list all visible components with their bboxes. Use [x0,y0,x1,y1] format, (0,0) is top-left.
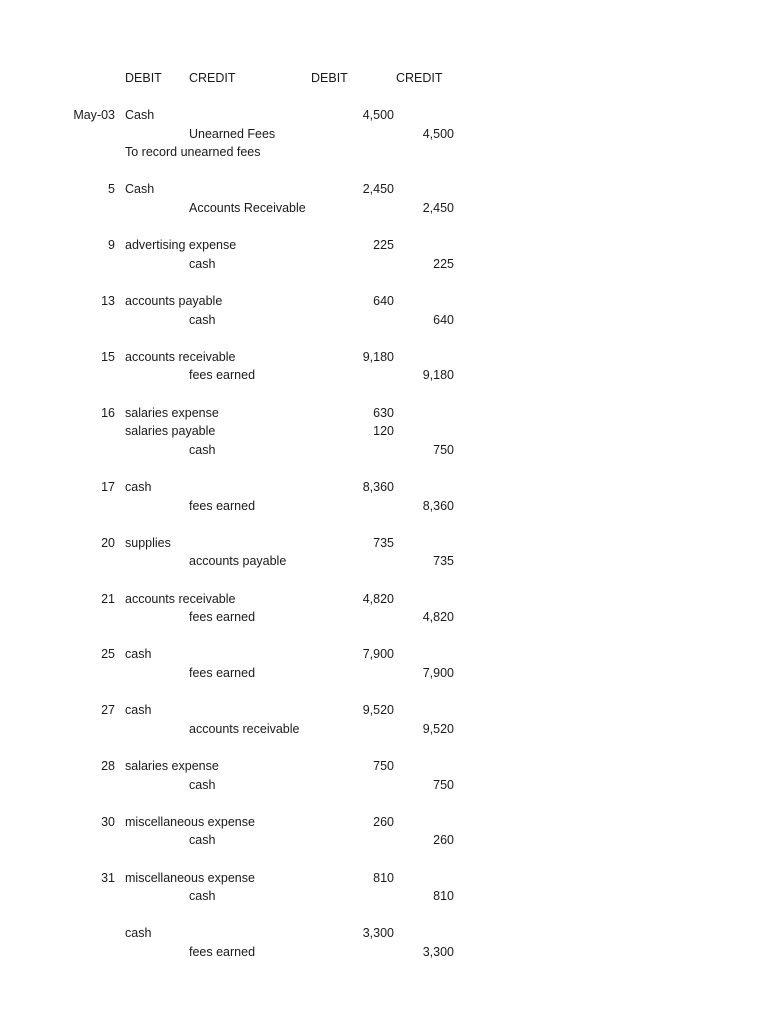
debit-amount: 7,900 [362,647,394,661]
account-name: accounts receivable [125,592,236,606]
journal-line [0,552,768,570]
credit-amount: 9,180 [422,368,454,382]
account-name: advertising expense [125,238,237,252]
debit-amount: 735 [373,536,394,550]
account-name: cash [189,778,216,792]
entry-date: 28 [101,759,115,773]
credit-amount: 7,900 [422,666,454,680]
entry-date: 9 [108,238,115,252]
account-name: cash [189,313,216,327]
header-debit-amount: DEBIT [311,71,348,85]
journal-line [0,943,768,961]
journal-line [0,831,768,849]
account-name: To record unearned fees [125,145,261,159]
credit-amount: 4,820 [422,610,454,624]
journal-line [0,478,768,496]
header-credit-account: CREDIT [189,71,236,85]
journal-line [0,757,768,775]
account-name: cash [125,647,152,661]
account-name: fees earned [189,666,256,680]
account-name: accounts payable [125,294,223,308]
entry-date: 16 [101,406,115,420]
debit-amount: 8,360 [362,480,394,494]
account-name: fees earned [189,368,256,382]
credit-amount: 8,360 [422,499,454,513]
credit-amount: 260 [433,833,454,847]
journal-line [0,441,768,459]
journal-line [0,869,768,887]
debit-amount: 9,180 [362,350,394,364]
account-name: accounts receivable [189,722,300,736]
credit-amount: 750 [433,443,454,457]
debit-amount: 9,520 [362,703,394,717]
credit-amount: 640 [433,313,454,327]
account-name: accounts receivable [125,350,236,364]
journal-line [0,125,768,143]
entry-date: 25 [101,647,115,661]
debit-amount: 640 [373,294,394,308]
credit-amount: 4,500 [422,127,454,141]
entry-date: 5 [108,182,115,196]
journal-line [0,366,768,384]
journal-line [0,534,768,552]
credit-amount: 9,520 [422,722,454,736]
account-name: cash [189,833,216,847]
debit-amount: 225 [373,238,394,252]
debit-amount: 750 [373,759,394,773]
credit-amount: 750 [433,778,454,792]
journal-line [0,180,768,198]
journal-line [0,887,768,905]
account-name: Cash [125,108,155,122]
debit-amount: 630 [373,406,394,420]
journal-line [0,106,768,124]
account-name: Unearned Fees [189,127,276,141]
entry-date: 27 [101,703,115,717]
debit-amount: 4,500 [362,108,394,122]
journal-line [0,924,768,942]
journal-line [0,497,768,515]
entry-date: 31 [101,871,115,885]
account-name: accounts payable [189,554,287,568]
account-name: cash [125,703,152,717]
debit-amount: 810 [373,871,394,885]
account-name: miscellaneous expense [125,815,255,829]
account-name: fees earned [189,610,256,624]
account-name: miscellaneous expense [125,871,255,885]
journal-line [0,701,768,719]
journal-line [0,813,768,831]
journal-line [0,645,768,663]
account-name: cash [189,257,216,271]
account-name: cash [189,889,216,903]
header-credit-amount: CREDIT [396,71,443,85]
journal-line [0,720,768,738]
entry-date: 17 [101,480,115,494]
credit-amount: 3,300 [422,945,454,959]
journal-line [0,292,768,310]
account-name: cash [189,443,216,457]
entry-date: 13 [101,294,115,308]
credit-amount: 2,450 [422,201,454,215]
journal-line [0,199,768,217]
account-name: fees earned [189,499,256,513]
account-name: salaries payable [125,424,216,438]
account-name: Cash [125,182,155,196]
journal-line [0,236,768,254]
account-name: supplies [125,536,171,550]
journal-line [0,311,768,329]
entry-date: 20 [101,536,115,550]
credit-amount: 225 [433,257,454,271]
journal-line [0,776,768,794]
header-debit-account: DEBIT [125,71,162,85]
journal-line [0,143,768,161]
journal-line [0,422,768,440]
journal-line [0,255,768,273]
account-name: Accounts Receivable [189,201,306,215]
entry-date: 21 [101,592,115,606]
debit-amount: 2,450 [362,182,394,196]
account-name: salaries expense [125,759,219,773]
journal-line [0,608,768,626]
debit-amount: 3,300 [362,926,394,940]
entry-date: 15 [101,350,115,364]
debit-amount: 120 [373,424,394,438]
debit-amount: 4,820 [362,592,394,606]
entry-date: 30 [101,815,115,829]
credit-amount: 810 [433,889,454,903]
account-name: cash [125,480,152,494]
account-name: fees earned [189,945,256,959]
journal-line [0,590,768,608]
account-name: cash [125,926,152,940]
journal-line [0,664,768,682]
debit-amount: 260 [373,815,394,829]
entry-date: May-03 [73,108,115,122]
account-name: salaries expense [125,406,219,420]
journal-line [0,348,768,366]
journal-line [0,404,768,422]
credit-amount: 735 [433,554,454,568]
